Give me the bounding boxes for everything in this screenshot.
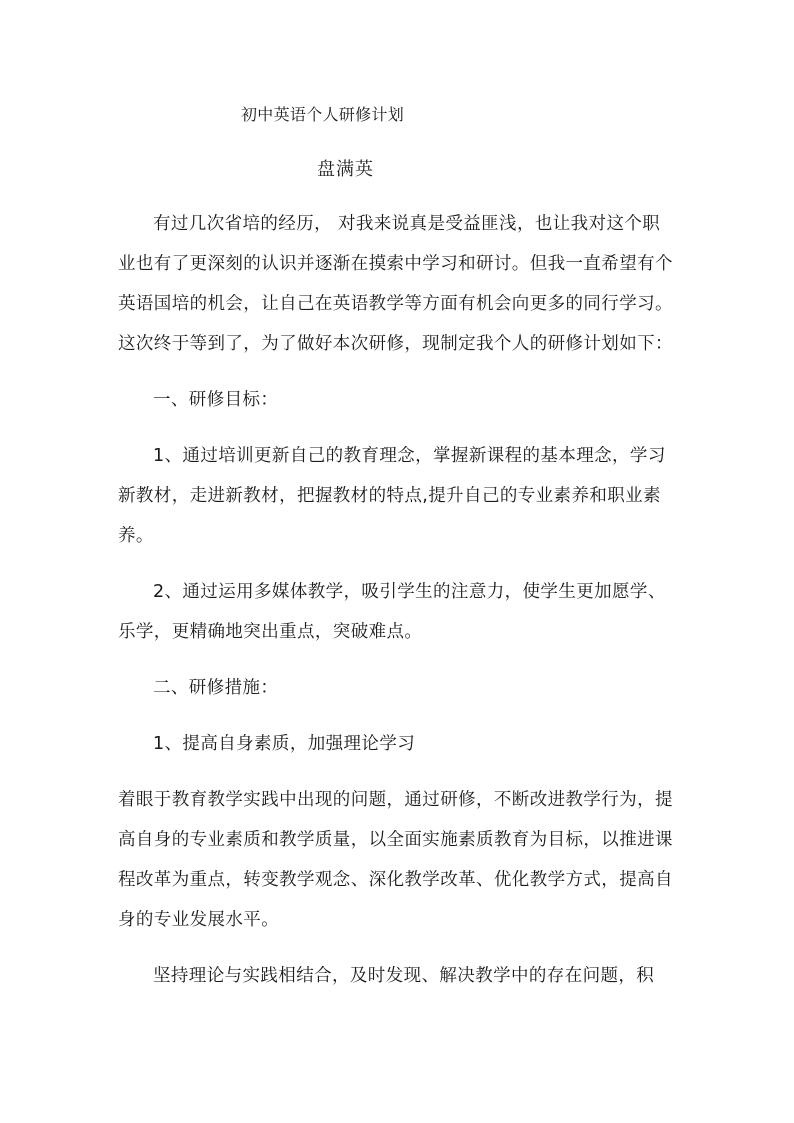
document-title: 初中英语个人研修计划 <box>241 105 405 124</box>
goal-item-2: 2、通过运用多媒体教学，吸引学生的注意力，使学生更加愿学、乐学，更精确地突出重点，突破难点。 <box>118 582 666 642</box>
practice-paragraph: 坚持理论与实践相结合，及时发现、解决教学中的存在问题，积 <box>153 966 655 986</box>
section-heading-measures: 二、研修措施： <box>153 678 279 698</box>
goal-item-1: 1、通过培训更新自己的教育理念，掌握新课程的基本理念，学习新教材，走进新教材，把握教材的特点,提升自己的专业素养和职业素养。 <box>118 446 666 546</box>
measure-paragraph: 着眼于教育教学实践中出现的问题，通过研修，不断改进教学行为，提高自身的专业素质和教学质量，以全面实施素质教育为目标，以推进课程改革为重点，转变教学观念、深化教学改革、优化教学方式，提高自身的专业发展水平。 <box>118 790 673 930</box>
measure-item-1: 1、提高自身素质，加强理论学习 <box>153 734 416 754</box>
document-body <box>118 204 678 996</box>
section-heading-goals: 一、研修目标： <box>153 390 279 410</box>
document-author: 盘满英 <box>317 159 374 180</box>
intro-paragraph: 有过几次省培的经历， 对我来说真是受益匪浅，也让我对这个职业也有了更深刻的认识并逐渐在摸索中学习和研讨。但我一直希望有个英语国培的机会，让自己在英语教学等方面有机会向更多的同行学习。这次终于等到了，为了做好本次研修，现制定我个人的研修计划如下： <box>118 214 673 354</box>
